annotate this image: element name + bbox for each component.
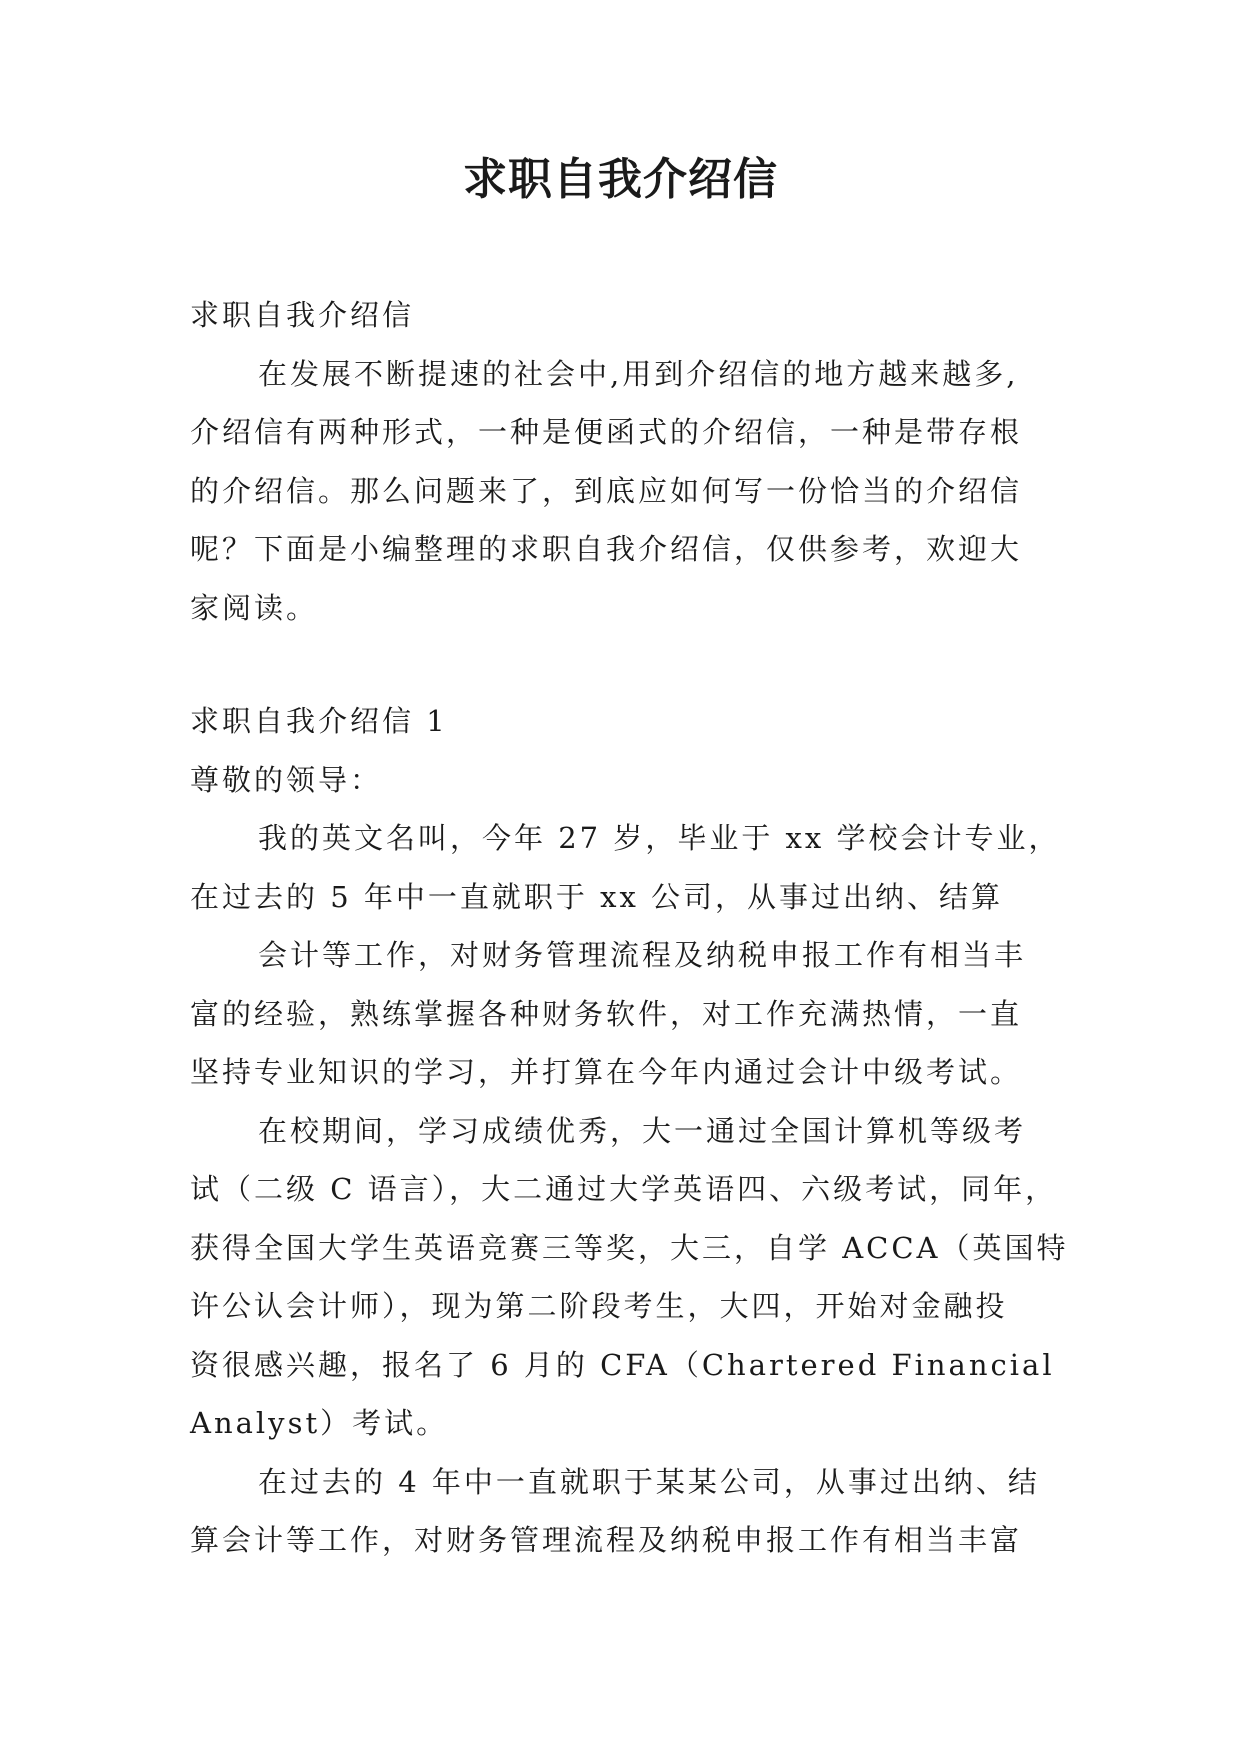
letter-line: 算会计等工作，对财务管理流程及纳税申报工作有相当丰富 [190,1523,1023,1557]
letter-line: Analyst）考试。 [190,1406,449,1440]
letter-heading: 求职自我介绍信 1 [190,704,448,738]
letter-line: 在校期间，学习成绩优秀，大一通过全国计算机等级考 [258,1113,1027,1148]
letter-line: 会计等工作，对财务管理流程及纳税申报工作有相当丰 [258,938,1027,972]
letter-line: 富的经验，熟练掌握各种财务软件，对工作充满热情，一直 [190,996,1023,1031]
document-title: 求职自我介绍信 [463,154,778,205]
letter-salutation: 尊敬的领导： [190,762,383,797]
intro-section [190,286,1060,637]
intro-paragraph-line: 介绍信有两种形式，一种是便函式的介绍信，一种是带存根 [190,415,1023,449]
letter-line: 坚持专业知识的学习，并打算在今年内通过会计中级考试。 [190,1055,1023,1089]
letter-line: 资很感兴趣，报名了 6 月的 CFA（Chartered Financial [190,1347,1055,1382]
letter-1-section [190,692,1069,1570]
letter-line: 许公认会计师），现为第二阶段考生，大四，开始对金融投 [190,1289,1008,1323]
letter-line: 在过去的 4 年中一直就职于某某公司，从事过出纳、结 [258,1464,1040,1499]
letter-line: 获得全国大学生英语竞赛三等奖，大三，自学 ACCA（英国特 [190,1230,1069,1265]
intro-paragraph-line: 呢？下面是小编整理的求职自我介绍信，仅供参考，欢迎大 [190,532,1023,566]
letter-line: 我的英文名叫，今年 27 岁，毕业于 xx 学校会计专业， [258,821,1061,855]
intro-subtitle: 求职自我介绍信 [190,298,415,332]
intro-paragraph-line: 的介绍信。那么问题来了，到底应如何写一份恰当的介绍信 [190,473,1023,508]
letter-line: 在过去的 5 年中一直就职于 xx 公司，从事过出纳、结算 [190,879,1004,914]
intro-paragraph-line: 在发展不断提速的社会中,用到介绍信的地方越来越多, [258,356,1019,391]
intro-paragraph-line: 家阅读。 [190,590,319,625]
letter-line: 试（二级 C 语言），大二通过大学英语四、六级考试，同年， [190,1172,1058,1206]
